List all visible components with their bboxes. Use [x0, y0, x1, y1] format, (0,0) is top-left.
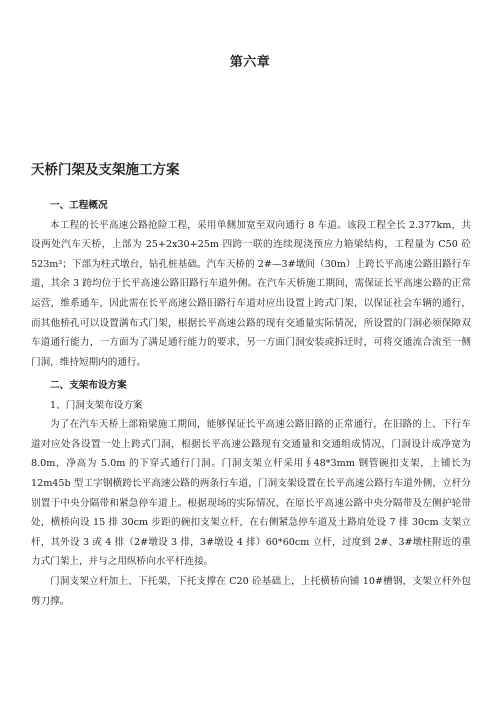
- chapter-heading: 第六章: [229, 55, 271, 70]
- subsection-heading: 1、门洞支架布设方案: [50, 399, 143, 411]
- section-heading: 二、支架布设方案: [50, 380, 127, 391]
- section-support-layout: [31, 376, 471, 611]
- section-overview: [31, 196, 471, 372]
- document-title: 天桥门架及支架施工方案: [31, 162, 180, 178]
- layout-paragraph: 为了在汽车天桥上部箱梁施工期间，能够保证长平高速公路旧路的正常通行，在旧路的上、下行车道对应处各设置一处上跨式门洞，根据长平高速公路现有交通量和交通组成情况，门洞设计成净宽为 8.0m，净高为 5.0m 的下穿式通行门洞。门洞支架立杆采用∮48*3mm 钢管碗扣支架，上铺长为 12m45b 型工字钢横跨长平高速公路的两条行车道，门洞支架设置在长平高速公路行车道外侧，立杆分别置于中央分隔带和紧急停车道上。根据现场的实际情况，在原长平高速公路中央分隔带及左侧护轮带处，横桥向设 15 排 30cm 步距的碗扣支架立杆，在右侧紧急停车道及土路肩处设 7 排 30cm 支架立杆，其外设 3 或 4 排（2#墩设 3 排，3#墩设 4 排）60*60cm 立杆，过度到 2#、3#墩柱附近的重力式门架上，并与之用纵桥向水平杆连接。: [31, 419, 471, 568]
- section-heading: 一、工程概况: [50, 200, 108, 211]
- layout-paragraph-2: 门洞支架立杆加上、下托架，下托支撑在 C20 砼基础上，上托横桥向铺 10#槽钢，支架立杆外包剪刀撑。: [31, 575, 471, 607]
- overview-paragraph: 本工程的长平高速公路抢险工程，采用单侧加宽至双向通行 8 车道。该段工程全长 2.377km，共设两处汽车天桥，上部为 25+2x30+25m 四跨一联的连续现浇预应力箱梁结构，工程量为 C50 砼 523m³；下部为柱式墩台，钻孔桩基础。汽车天桥的 2#—3#墩间（30m）上跨长平高速公路旧路行车道，其余 3 跨均位于长平高速公路旧路行车道外侧。在汽车天桥施工期间，需保证长平高速公路的正常运营，维系通车，因此需在长平高速公路旧路行车道对应出设置上跨式门架，以保证社会车辆的通行，而其他桥孔可以设置满布式门架，根据长平高速公路的现有交通量实际情况，所设置的门洞必须保障双车道通行能力，一方面为了满足通行能力的要求，另一方面门洞安装或拆迁时，可将交通流合流至一侧门洞，维持短期内的通行。: [31, 219, 471, 368]
